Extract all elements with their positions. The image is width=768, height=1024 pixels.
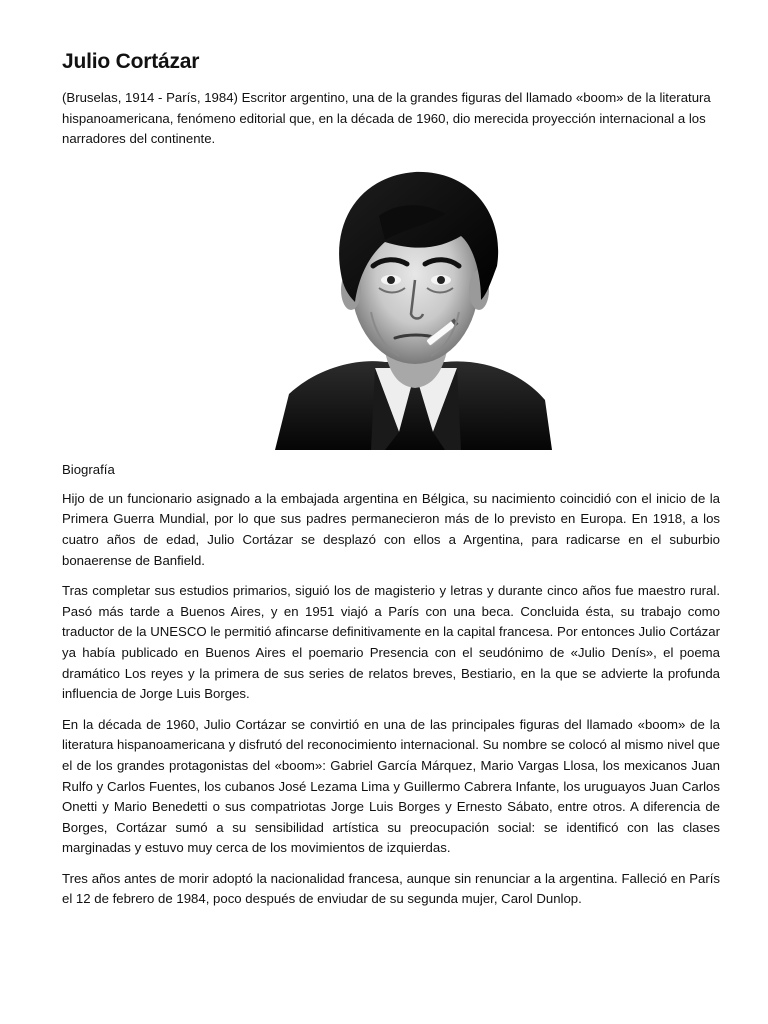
biography-paragraph: Hijo de un funcionario asignado a la embajada argentina en Bélgica, su nacimiento coincidió con el inicio de la Primera Guerra Mundial, por lo que sus padres permanecieron más de lo previsto en Europa. En 1918, a los cuatro años de edad, Julio Cortázar se desplazó con ellos a Argentina, para radicarse en el suburbio bonaerense de Banfield. — [62, 490, 720, 568]
biography-paragraph: En la década de 1960, Julio Cortázar se convirtió en una de las principales figuras del llamado «boom» de la literatura hispanoamericana y disfrutó del reconocimiento internacional. Su nombre se colocó al mismo nivel que el de los grandes protagonistas del «boom»: Gabriel García Márquez, Mario Vargas Llosa, los mexicanos Juan Rulfo y Carlos Fuentes, los cubanos José Lezama Lima y Guillermo Cabrera Infante, los uruguayos Juan Carlos Onetti y Mario Benedetti o sus compatriotas Jorge Luis Borges y Ernesto Sábato, entre otros. A diferencia de Borges, Cortázar sumó a su sensibilidad artística su preocupación social: se identificó con las clases marginadas y estuvo muy cerca de los movimientos de izquierdas. — [62, 716, 720, 856]
intro-paragraph: (Bruselas, 1914 - París, 1984) Escritor argentino, una de la grandes figuras del llamado «boom» de la literatura hispanoamericana, fenómeno editorial que, en la década de 1960, dio merecida proyección internacional a los narradores del continente. — [62, 90, 711, 147]
portrait-photo — [275, 162, 552, 450]
section-heading-biografia: Biografía — [62, 461, 115, 477]
biography-paragraph: Tres años antes de morir adoptó la nacionalidad francesa, aunque sin renunciar a la argentina. Falleció en París el 12 de febrero de 1984, poco después de enviudar de su segunda mujer, Carol Dunlop. — [62, 870, 720, 907]
portrait-photo-icon — [275, 162, 552, 450]
biography-paragraph: Tras completar sus estudios primarios, siguió los de magisterio y letras y durante cinco años fue maestro rural. Pasó más tarde a Buenos Aires, y en 1951 viajó a París con una beca. Concluida ésta, su trabajo como traductor de la UNESCO le permitió afincarse definitivamente en la capital francesa. Por entonces Julio Cortázar ya había publicado en Buenos Aires el poemario Presencia con el seudónimo de «Julio Denís», el poema dramático Los reyes y la primera de sus series de relatos breves, Bestiario, en la que se advierte la profunda influencia de Jorge Luis Borges. — [62, 583, 720, 702]
document-page — [62, 50, 720, 920]
page-title: Julio Cortázar — [62, 50, 200, 73]
